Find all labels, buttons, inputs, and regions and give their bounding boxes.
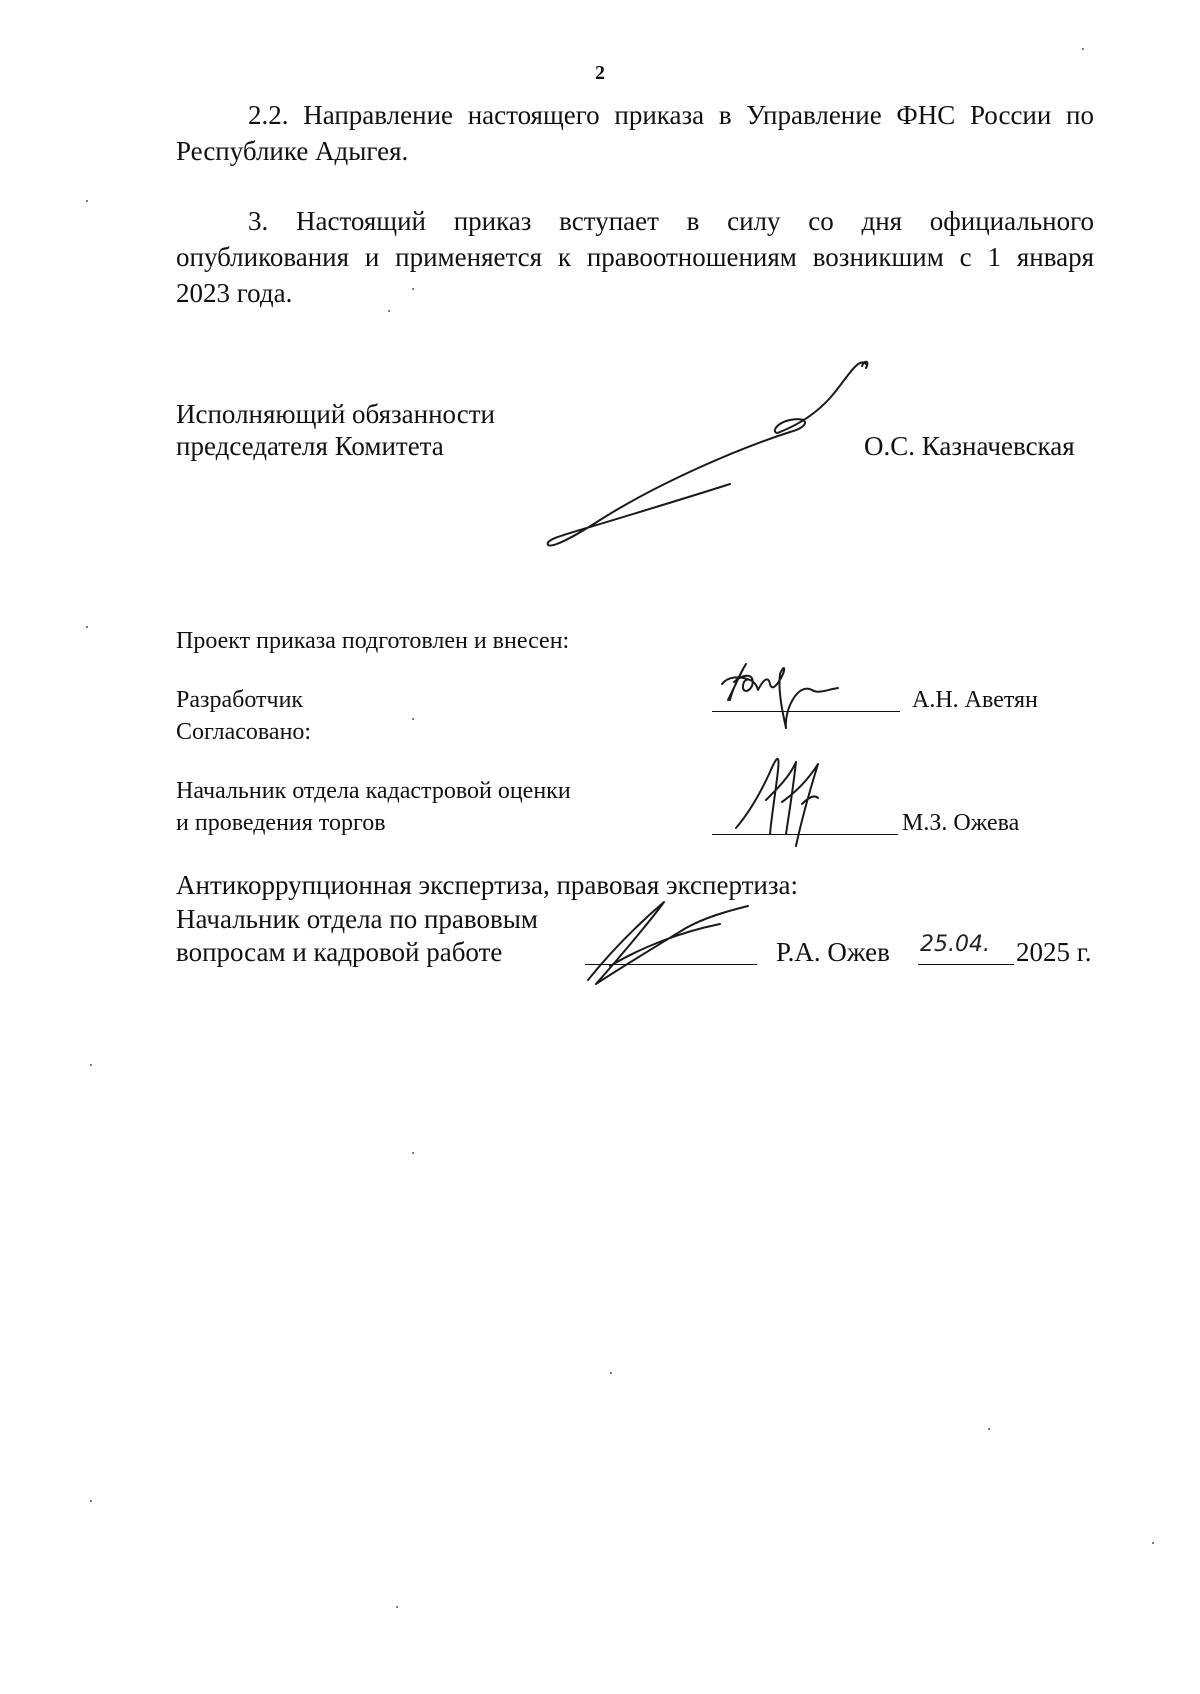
- page-number: 2: [595, 62, 605, 84]
- cadastral-name: М.З. Ожева: [902, 810, 1020, 836]
- paragraph-line: 2.2. Направление настоящего приказа в Управление ФНС России по: [248, 100, 1094, 130]
- scan-speck: [610, 1372, 612, 1374]
- legal-signature-line: [585, 964, 757, 965]
- cadastral-signature-line: [712, 834, 898, 835]
- paragraph-line: 3. Настоящий приказ вступает в силу со дня официального: [248, 206, 1094, 236]
- scan-speck: [90, 1500, 92, 1502]
- scan-speck: [1082, 48, 1084, 50]
- chairman-signature: [548, 362, 866, 545]
- scan-speck: [86, 200, 88, 202]
- legal-signature: [588, 902, 748, 984]
- developer-signature-line: [712, 711, 900, 712]
- agreed-label: Согласовано:: [176, 719, 312, 745]
- chairman-title-line2: председателя Комитета: [176, 431, 444, 461]
- developer-signature: [722, 664, 838, 728]
- paragraph-line: опубликования и применяется к правоотношениям возникшим с 1 января: [176, 242, 1094, 272]
- scan-speck: [412, 288, 414, 290]
- scan-speck: [1152, 1542, 1154, 1544]
- scan-speck: [988, 1428, 990, 1430]
- developer-name: А.Н. Аветян: [912, 687, 1038, 713]
- legal-title-line1: Начальник отдела по правовым: [176, 904, 538, 934]
- project-heading: Проект приказа подготовлен и внесен:: [176, 628, 570, 654]
- legal-name: Р.А. Ожев: [776, 937, 890, 967]
- legal-heading: Антикоррупционная экспертиза, правовая экспертиза:: [176, 870, 799, 900]
- paragraph-line: 2023 года.: [176, 278, 293, 308]
- date-underline: [918, 964, 1014, 965]
- scan-speck: [396, 1606, 398, 1608]
- cadastral-title-line2: и проведения торгов: [176, 810, 386, 836]
- scan-speck: [412, 718, 414, 720]
- date-year: 2025 г.: [1016, 937, 1092, 967]
- paragraph-3: [176, 203, 1094, 311]
- scan-speck: [388, 310, 390, 312]
- paragraph-2-2: [176, 97, 1094, 169]
- chairman-title-line1: Исполняющий обязанности: [176, 399, 495, 429]
- scan-speck: [90, 1064, 92, 1066]
- scan-speck: [86, 626, 88, 628]
- cadastral-signature: [736, 759, 818, 846]
- cadastral-title-line1: Начальник отдела кадастровой оценки: [176, 778, 571, 804]
- chairman-name: О.С. Казначевская: [864, 431, 1075, 461]
- handwritten-date: 25.04.: [920, 932, 990, 957]
- scan-speck: [412, 1152, 414, 1154]
- legal-title-line2: вопросам и кадровой работе: [176, 937, 503, 967]
- developer-label: Разработчик: [176, 687, 304, 713]
- paragraph-line: Республике Адыгея.: [176, 136, 409, 166]
